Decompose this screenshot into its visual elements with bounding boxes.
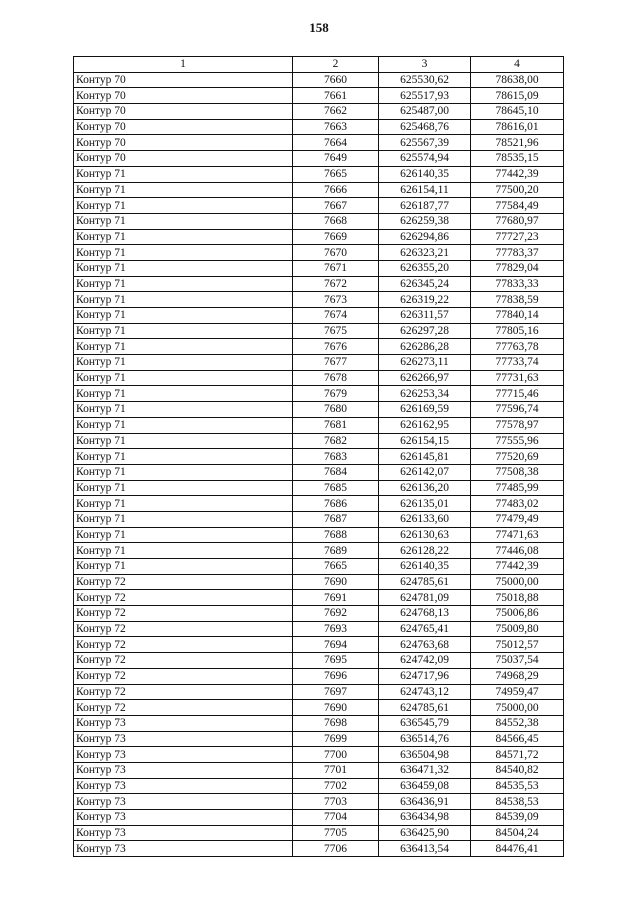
table-row <box>74 72 564 88</box>
table-row <box>74 198 564 214</box>
contour-name-cell: Контур 72 <box>74 590 293 606</box>
contour-name-cell: Контур 71 <box>74 527 293 543</box>
y-coordinate-cell: 77508,38 <box>471 464 564 480</box>
x-coordinate-cell: 626286,28 <box>379 339 471 355</box>
y-coordinate-cell: 77446,08 <box>471 543 564 559</box>
y-coordinate-cell: 74959,47 <box>471 684 564 700</box>
table-row <box>74 810 564 826</box>
y-coordinate-cell: 77840,14 <box>471 308 564 324</box>
contour-name-cell: Контур 72 <box>74 621 293 637</box>
point-number-cell: 7662 <box>293 104 379 120</box>
y-coordinate-cell: 77471,63 <box>471 527 564 543</box>
table-row <box>74 653 564 669</box>
y-coordinate-cell: 77596,74 <box>471 402 564 418</box>
contour-name-cell: Контур 71 <box>74 496 293 512</box>
x-coordinate-cell: 625567,39 <box>379 135 471 151</box>
point-number-cell: 7700 <box>293 747 379 763</box>
y-coordinate-cell: 77520,69 <box>471 449 564 465</box>
point-number-cell: 7682 <box>293 433 379 449</box>
contour-name-cell: Контур 73 <box>74 825 293 841</box>
y-coordinate-cell: 84540,82 <box>471 762 564 778</box>
table-row <box>74 417 564 433</box>
x-coordinate-cell: 636425,90 <box>379 825 471 841</box>
contour-name-cell: Контур 70 <box>74 88 293 104</box>
point-number-cell: 7681 <box>293 417 379 433</box>
table-row <box>74 543 564 559</box>
header-col-3: 3 <box>379 57 471 73</box>
y-coordinate-cell: 75012,57 <box>471 637 564 653</box>
table-row <box>74 778 564 794</box>
contour-name-cell: Контур 71 <box>74 511 293 527</box>
x-coordinate-cell: 626162,95 <box>379 417 471 433</box>
contour-name-cell: Контур 71 <box>74 198 293 214</box>
table-row <box>74 135 564 151</box>
x-coordinate-cell: 636434,98 <box>379 810 471 826</box>
contour-name-cell: Контур 71 <box>74 386 293 402</box>
x-coordinate-cell: 626169,59 <box>379 402 471 418</box>
y-coordinate-cell: 77763,78 <box>471 339 564 355</box>
point-number-cell: 7667 <box>293 198 379 214</box>
point-number-cell: 7704 <box>293 810 379 826</box>
table-row <box>74 260 564 276</box>
x-coordinate-cell: 626253,34 <box>379 386 471 402</box>
contour-name-cell: Контур 72 <box>74 606 293 622</box>
x-coordinate-cell: 625468,76 <box>379 119 471 135</box>
y-coordinate-cell: 77584,49 <box>471 198 564 214</box>
y-coordinate-cell: 84535,53 <box>471 778 564 794</box>
header-row <box>74 57 564 73</box>
table-row <box>74 841 564 857</box>
x-coordinate-cell: 636471,32 <box>379 762 471 778</box>
table-body <box>74 72 564 856</box>
contour-name-cell: Контур 72 <box>74 684 293 700</box>
table-row <box>74 213 564 229</box>
y-coordinate-cell: 78645,10 <box>471 104 564 120</box>
x-coordinate-cell: 626133,60 <box>379 511 471 527</box>
x-coordinate-cell: 626311,57 <box>379 308 471 324</box>
point-number-cell: 7686 <box>293 496 379 512</box>
table-row <box>74 370 564 386</box>
x-coordinate-cell: 626266,97 <box>379 370 471 386</box>
table-row <box>74 825 564 841</box>
table-row <box>74 182 564 198</box>
contour-name-cell: Контур 71 <box>74 480 293 496</box>
y-coordinate-cell: 84476,41 <box>471 841 564 857</box>
contour-name-cell: Контур 71 <box>74 276 293 292</box>
x-coordinate-cell: 624742,09 <box>379 653 471 669</box>
y-coordinate-cell: 78521,96 <box>471 135 564 151</box>
x-coordinate-cell: 626345,24 <box>379 276 471 292</box>
contour-name-cell: Контур 71 <box>74 449 293 465</box>
coordinates-table <box>73 56 564 857</box>
point-number-cell: 7675 <box>293 323 379 339</box>
point-number-cell: 7696 <box>293 668 379 684</box>
y-coordinate-cell: 77829,04 <box>471 260 564 276</box>
y-coordinate-cell: 84539,09 <box>471 810 564 826</box>
table-row <box>74 574 564 590</box>
x-coordinate-cell: 624763,68 <box>379 637 471 653</box>
point-number-cell: 7649 <box>293 151 379 167</box>
table-row <box>74 449 564 465</box>
point-number-cell: 7680 <box>293 402 379 418</box>
contour-name-cell: Контур 72 <box>74 637 293 653</box>
point-number-cell: 7687 <box>293 511 379 527</box>
contour-name-cell: Контур 73 <box>74 762 293 778</box>
table-row <box>74 480 564 496</box>
point-number-cell: 7701 <box>293 762 379 778</box>
y-coordinate-cell: 75000,00 <box>471 574 564 590</box>
point-number-cell: 7692 <box>293 606 379 622</box>
y-coordinate-cell: 75006,86 <box>471 606 564 622</box>
point-number-cell: 7678 <box>293 370 379 386</box>
contour-name-cell: Контур 70 <box>74 119 293 135</box>
point-number-cell: 7703 <box>293 794 379 810</box>
contour-name-cell: Контур 72 <box>74 653 293 669</box>
x-coordinate-cell: 636545,79 <box>379 715 471 731</box>
table-row <box>74 496 564 512</box>
point-number-cell: 7666 <box>293 182 379 198</box>
contour-name-cell: Контур 71 <box>74 355 293 371</box>
point-number-cell: 7690 <box>293 700 379 716</box>
y-coordinate-cell: 77727,23 <box>471 229 564 245</box>
header-col-1: 1 <box>74 57 293 73</box>
point-number-cell: 7691 <box>293 590 379 606</box>
contour-name-cell: Контур 71 <box>74 213 293 229</box>
table-row <box>74 339 564 355</box>
table-row <box>74 684 564 700</box>
x-coordinate-cell: 636436,91 <box>379 794 471 810</box>
table-row <box>74 119 564 135</box>
point-number-cell: 7695 <box>293 653 379 669</box>
y-coordinate-cell: 84571,72 <box>471 747 564 763</box>
table-row <box>74 606 564 622</box>
x-coordinate-cell: 626187,77 <box>379 198 471 214</box>
table-row <box>74 355 564 371</box>
table-row <box>74 762 564 778</box>
y-coordinate-cell: 84538,53 <box>471 794 564 810</box>
point-number-cell: 7671 <box>293 260 379 276</box>
x-coordinate-cell: 626145,81 <box>379 449 471 465</box>
table-row <box>74 151 564 167</box>
x-coordinate-cell: 624785,61 <box>379 574 471 590</box>
table-row <box>74 166 564 182</box>
header-col-2: 2 <box>293 57 379 73</box>
table-row <box>74 747 564 763</box>
y-coordinate-cell: 84504,24 <box>471 825 564 841</box>
x-coordinate-cell: 626323,21 <box>379 245 471 261</box>
y-coordinate-cell: 77555,96 <box>471 433 564 449</box>
x-coordinate-cell: 625487,00 <box>379 104 471 120</box>
y-coordinate-cell: 77731,63 <box>471 370 564 386</box>
x-coordinate-cell: 626136,20 <box>379 480 471 496</box>
contour-name-cell: Контур 71 <box>74 323 293 339</box>
contour-name-cell: Контур 71 <box>74 292 293 308</box>
table-row <box>74 637 564 653</box>
point-number-cell: 7664 <box>293 135 379 151</box>
point-number-cell: 7683 <box>293 449 379 465</box>
y-coordinate-cell: 78535,15 <box>471 151 564 167</box>
contour-name-cell: Контур 70 <box>74 72 293 88</box>
x-coordinate-cell: 626142,07 <box>379 464 471 480</box>
point-number-cell: 7676 <box>293 339 379 355</box>
point-number-cell: 7688 <box>293 527 379 543</box>
y-coordinate-cell: 77680,97 <box>471 213 564 229</box>
table-row <box>74 590 564 606</box>
point-number-cell: 7674 <box>293 308 379 324</box>
point-number-cell: 7679 <box>293 386 379 402</box>
contour-name-cell: Контур 73 <box>74 810 293 826</box>
point-number-cell: 7697 <box>293 684 379 700</box>
contour-name-cell: Контур 71 <box>74 464 293 480</box>
contour-name-cell: Контур 73 <box>74 778 293 794</box>
point-number-cell: 7673 <box>293 292 379 308</box>
contour-name-cell: Контур 71 <box>74 417 293 433</box>
table-row <box>74 276 564 292</box>
table-row <box>74 386 564 402</box>
contour-name-cell: Контур 71 <box>74 433 293 449</box>
x-coordinate-cell: 626130,63 <box>379 527 471 543</box>
y-coordinate-cell: 74968,29 <box>471 668 564 684</box>
x-coordinate-cell: 626319,22 <box>379 292 471 308</box>
point-number-cell: 7672 <box>293 276 379 292</box>
contour-name-cell: Контур 73 <box>74 841 293 857</box>
y-coordinate-cell: 77500,20 <box>471 182 564 198</box>
y-coordinate-cell: 77715,46 <box>471 386 564 402</box>
point-number-cell: 7660 <box>293 72 379 88</box>
y-coordinate-cell: 77485,99 <box>471 480 564 496</box>
point-number-cell: 7665 <box>293 559 379 575</box>
x-coordinate-cell: 625574,94 <box>379 151 471 167</box>
table-row <box>74 700 564 716</box>
contour-name-cell: Контур 71 <box>74 559 293 575</box>
contour-name-cell: Контур 72 <box>74 700 293 716</box>
point-number-cell: 7665 <box>293 166 379 182</box>
y-coordinate-cell: 78638,00 <box>471 72 564 88</box>
table-row <box>74 527 564 543</box>
contour-name-cell: Контур 73 <box>74 747 293 763</box>
point-number-cell: 7685 <box>293 480 379 496</box>
table-row <box>74 794 564 810</box>
x-coordinate-cell: 626128,22 <box>379 543 471 559</box>
y-coordinate-cell: 77733,74 <box>471 355 564 371</box>
point-number-cell: 7694 <box>293 637 379 653</box>
table-row <box>74 104 564 120</box>
point-number-cell: 7689 <box>293 543 379 559</box>
table-row <box>74 511 564 527</box>
contour-name-cell: Контур 71 <box>74 182 293 198</box>
point-number-cell: 7698 <box>293 715 379 731</box>
x-coordinate-cell: 626135,01 <box>379 496 471 512</box>
x-coordinate-cell: 626294,86 <box>379 229 471 245</box>
table-row <box>74 668 564 684</box>
contour-name-cell: Контур 73 <box>74 731 293 747</box>
point-number-cell: 7705 <box>293 825 379 841</box>
table-row <box>74 731 564 747</box>
contour-name-cell: Контур 72 <box>74 668 293 684</box>
x-coordinate-cell: 624785,61 <box>379 700 471 716</box>
contour-name-cell: Контур 71 <box>74 166 293 182</box>
table-row <box>74 292 564 308</box>
x-coordinate-cell: 626154,15 <box>379 433 471 449</box>
y-coordinate-cell: 77483,02 <box>471 496 564 512</box>
contour-name-cell: Контур 71 <box>74 402 293 418</box>
y-coordinate-cell: 77833,33 <box>471 276 564 292</box>
contour-name-cell: Контур 70 <box>74 151 293 167</box>
table-row <box>74 559 564 575</box>
table-row <box>74 433 564 449</box>
table-row <box>74 323 564 339</box>
point-number-cell: 7699 <box>293 731 379 747</box>
contour-name-cell: Контур 73 <box>74 715 293 731</box>
point-number-cell: 7668 <box>293 213 379 229</box>
y-coordinate-cell: 84552,38 <box>471 715 564 731</box>
y-coordinate-cell: 77783,37 <box>471 245 564 261</box>
point-number-cell: 7693 <box>293 621 379 637</box>
x-coordinate-cell: 626140,35 <box>379 166 471 182</box>
point-number-cell: 7669 <box>293 229 379 245</box>
table-row <box>74 229 564 245</box>
y-coordinate-cell: 77479,49 <box>471 511 564 527</box>
point-number-cell: 7663 <box>293 119 379 135</box>
x-coordinate-cell: 625517,93 <box>379 88 471 104</box>
x-coordinate-cell: 626297,28 <box>379 323 471 339</box>
y-coordinate-cell: 77805,16 <box>471 323 564 339</box>
y-coordinate-cell: 78616,01 <box>471 119 564 135</box>
table-row <box>74 88 564 104</box>
y-coordinate-cell: 75018,88 <box>471 590 564 606</box>
contour-name-cell: Контур 73 <box>74 794 293 810</box>
contour-name-cell: Контур 71 <box>74 229 293 245</box>
contour-name-cell: Контур 71 <box>74 543 293 559</box>
x-coordinate-cell: 636514,76 <box>379 731 471 747</box>
table-row <box>74 308 564 324</box>
x-coordinate-cell: 626355,20 <box>379 260 471 276</box>
table-row <box>74 715 564 731</box>
contour-name-cell: Контур 71 <box>74 308 293 324</box>
table-row <box>74 621 564 637</box>
point-number-cell: 7684 <box>293 464 379 480</box>
x-coordinate-cell: 625530,62 <box>379 72 471 88</box>
contour-name-cell: Контур 72 <box>74 574 293 590</box>
x-coordinate-cell: 624768,13 <box>379 606 471 622</box>
contour-name-cell: Контур 71 <box>74 370 293 386</box>
x-coordinate-cell: 626154,11 <box>379 182 471 198</box>
table-row <box>74 245 564 261</box>
y-coordinate-cell: 78615,09 <box>471 88 564 104</box>
y-coordinate-cell: 77838,59 <box>471 292 564 308</box>
x-coordinate-cell: 624743,12 <box>379 684 471 700</box>
y-coordinate-cell: 84566,45 <box>471 731 564 747</box>
x-coordinate-cell: 626273,11 <box>379 355 471 371</box>
contour-name-cell: Контур 71 <box>74 339 293 355</box>
x-coordinate-cell: 636413,54 <box>379 841 471 857</box>
point-number-cell: 7677 <box>293 355 379 371</box>
point-number-cell: 7690 <box>293 574 379 590</box>
point-number-cell: 7670 <box>293 245 379 261</box>
x-coordinate-cell: 626259,38 <box>379 213 471 229</box>
y-coordinate-cell: 77442,39 <box>471 166 564 182</box>
table-row <box>74 402 564 418</box>
y-coordinate-cell: 75000,00 <box>471 700 564 716</box>
contour-name-cell: Контур 71 <box>74 260 293 276</box>
table-row <box>74 464 564 480</box>
point-number-cell: 7661 <box>293 88 379 104</box>
x-coordinate-cell: 636504,98 <box>379 747 471 763</box>
x-coordinate-cell: 626140,35 <box>379 559 471 575</box>
y-coordinate-cell: 77578,97 <box>471 417 564 433</box>
page-number: 158 <box>309 20 329 35</box>
y-coordinate-cell: 75037,54 <box>471 653 564 669</box>
x-coordinate-cell: 624765,41 <box>379 621 471 637</box>
contour-name-cell: Контур 70 <box>74 104 293 120</box>
y-coordinate-cell: 77442,39 <box>471 559 564 575</box>
x-coordinate-cell: 636459,08 <box>379 778 471 794</box>
point-number-cell: 7702 <box>293 778 379 794</box>
x-coordinate-cell: 624781,09 <box>379 590 471 606</box>
contour-name-cell: Контур 71 <box>74 245 293 261</box>
y-coordinate-cell: 75009,80 <box>471 621 564 637</box>
x-coordinate-cell: 624717,96 <box>379 668 471 684</box>
point-number-cell: 7706 <box>293 841 379 857</box>
header-col-4: 4 <box>471 57 564 73</box>
contour-name-cell: Контур 70 <box>74 135 293 151</box>
